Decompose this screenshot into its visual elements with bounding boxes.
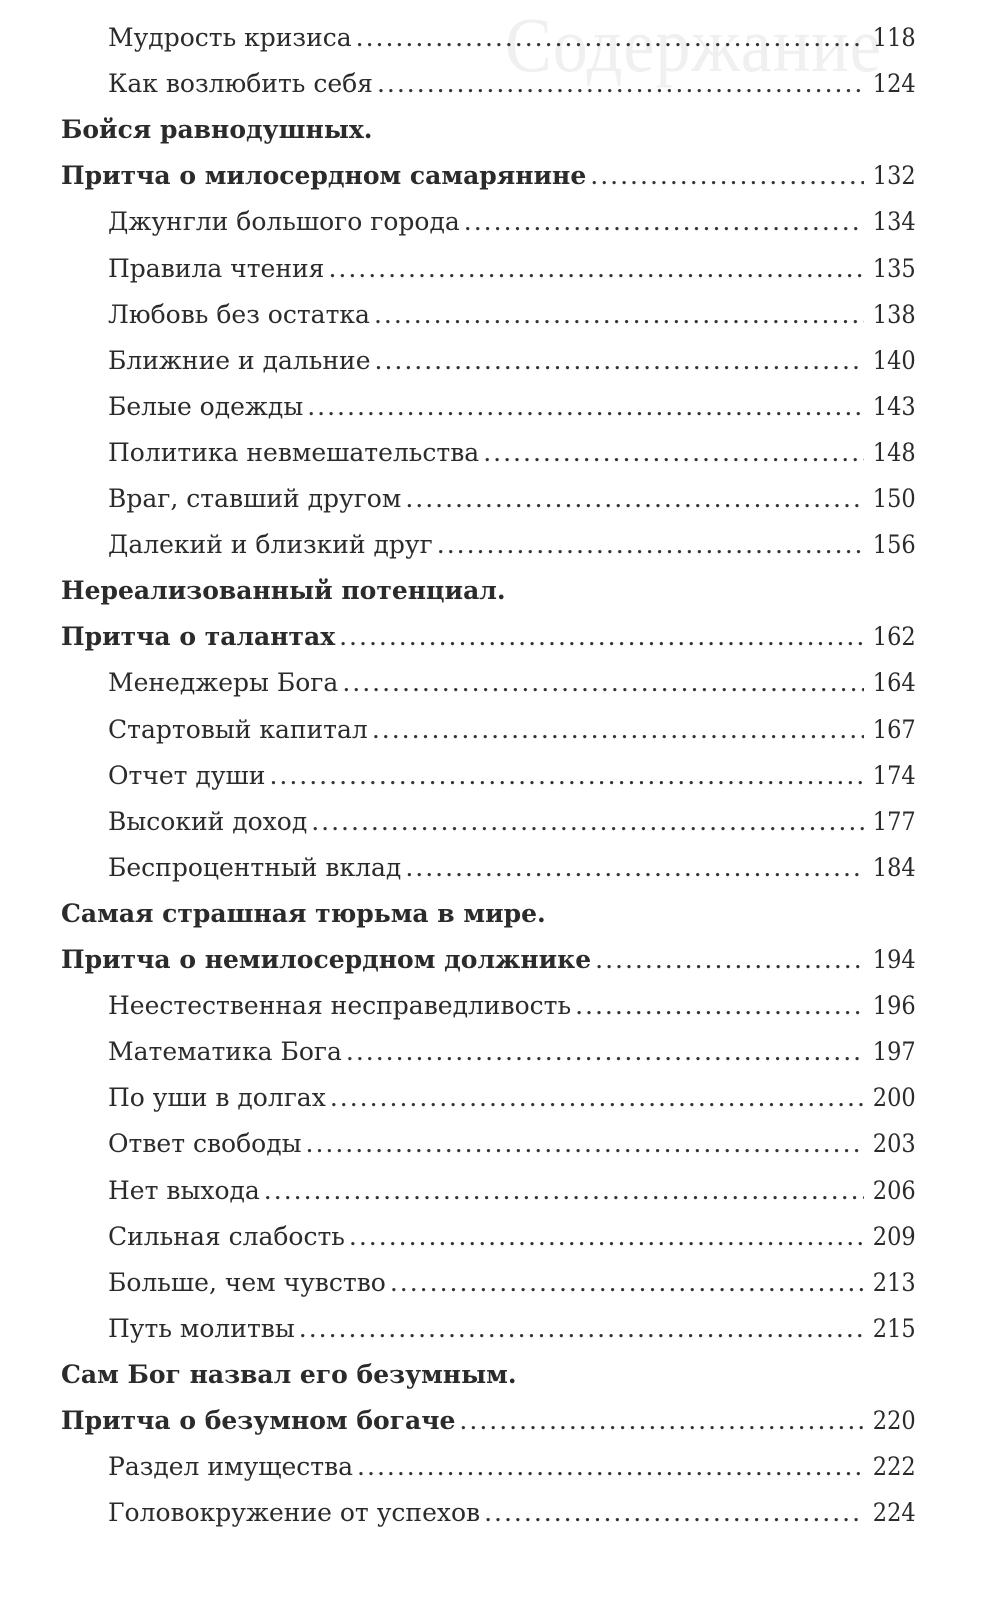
dot-leader	[307, 387, 864, 427]
entry-title: Как возлюбить себя	[108, 69, 373, 99]
entry-title: Высокий доход	[108, 806, 308, 836]
toc-section-entry	[108, 295, 916, 335]
toc-section-entry	[108, 18, 916, 58]
entry-title: Далекий и близкий друг	[108, 530, 433, 560]
dot-leader	[405, 479, 864, 519]
entry-title: По уши в долгах	[108, 1083, 326, 1113]
toc-chapter-entry	[61, 617, 916, 657]
dot-leader	[459, 1401, 864, 1441]
dot-leader	[405, 848, 864, 888]
dot-leader	[299, 1309, 865, 1349]
entry-title: Головокружение от успехов	[108, 1498, 481, 1528]
page-number: 196	[873, 991, 916, 1021]
toc-section-entry	[108, 1078, 916, 1118]
entry-title: Правила чтения	[108, 253, 325, 283]
toc-chapter-entry	[61, 940, 916, 980]
entry-title: Враг, ставший другом	[108, 484, 402, 513]
entry-title: Больше, чем чувство	[108, 1267, 386, 1297]
toc-section-entry	[108, 64, 916, 104]
toc-section-entry	[108, 387, 916, 427]
page-number: 156	[873, 530, 916, 560]
toc-section-entry	[108, 802, 916, 842]
dot-leader	[374, 295, 864, 335]
dot-leader	[357, 1447, 864, 1487]
dot-leader	[437, 525, 865, 565]
page-number: 135	[873, 253, 916, 283]
page-number: 118	[873, 23, 916, 52]
page-number: 134	[873, 207, 916, 237]
toc-section-entry	[108, 249, 916, 289]
page-number: 132	[873, 161, 916, 191]
dot-leader	[484, 1493, 864, 1533]
entry-title: Любовь без остатка	[108, 299, 370, 329]
entry-title: Белые одежды	[108, 391, 304, 421]
dot-leader	[349, 1217, 864, 1257]
page-number: 213	[873, 1267, 916, 1297]
dot-leader	[375, 341, 865, 381]
dot-leader	[377, 64, 864, 104]
toc-section-entry	[108, 1217, 916, 1257]
dot-leader	[372, 710, 864, 750]
entry-title: Беспроцентный вклад	[108, 852, 402, 882]
dot-leader	[390, 1263, 864, 1303]
dot-leader	[464, 202, 865, 242]
entry-title: Неестественная несправедливость	[108, 991, 572, 1021]
entry-title: Менеджеры Бога	[108, 668, 339, 698]
page-number: 138	[873, 299, 916, 329]
toc-section-entry	[108, 1493, 916, 1533]
page-number: 177	[873, 806, 916, 836]
bleed-through-heading: Содержание	[505, 1, 882, 88]
dot-leader	[269, 756, 864, 796]
toc-section-entry	[108, 1309, 916, 1349]
entry-title: Ответ свободы	[108, 1129, 302, 1159]
page-number: 222	[873, 1452, 916, 1482]
toc-section-entry	[108, 848, 916, 888]
dot-leader	[356, 18, 865, 58]
dot-leader	[339, 617, 864, 657]
entry-title: Джунгли большого города	[108, 207, 460, 237]
entry-title: Нет выхода	[108, 1175, 260, 1205]
dot-leader	[330, 1078, 864, 1118]
toc-section-entry	[108, 1447, 916, 1487]
page-number: 224	[873, 1498, 916, 1528]
entry-title: Притча о немилосердном должнике	[61, 945, 592, 974]
toc-section-entry	[108, 710, 916, 750]
toc-section-entry	[108, 1124, 916, 1164]
page-number: 167	[873, 714, 916, 744]
dot-leader	[328, 249, 864, 289]
toc-chapter-entry	[61, 110, 916, 150]
entry-title: Мудрость кризиса	[108, 23, 352, 52]
page-number: 174	[873, 760, 916, 790]
toc-section-entry	[108, 663, 916, 703]
toc-section-entry	[108, 1171, 916, 1211]
toc-section-entry	[108, 756, 916, 796]
entry-title: Притча о безумном богаче	[61, 1406, 456, 1435]
dot-leader	[575, 986, 864, 1026]
toc-chapter-entry	[61, 156, 916, 196]
toc-chapter-entry	[61, 1355, 916, 1395]
entry-title: Притча о милосердном самарянине	[61, 161, 587, 191]
entry-title: Стартовый капитал	[108, 714, 368, 744]
page-number: 215	[873, 1313, 916, 1343]
page-number: 124	[873, 69, 916, 99]
entry-title: Путь молитвы	[108, 1313, 295, 1343]
entry-title: Притча о талантах	[61, 622, 336, 652]
entry-title: Самая страшная тюрьма в мире.	[61, 898, 546, 928]
toc-section-entry	[108, 341, 916, 381]
page-number: 162	[873, 622, 916, 652]
dot-leader	[311, 802, 864, 842]
toc-chapter-entry	[61, 571, 916, 611]
toc-section-entry	[108, 433, 916, 473]
toc-chapter-entry	[61, 1401, 916, 1441]
entry-title: Ближние и дальние	[108, 345, 371, 375]
toc-section-entry	[108, 1263, 916, 1303]
toc-section-entry	[108, 986, 916, 1026]
entry-title: Сам Бог назвал его безумным.	[61, 1359, 517, 1389]
page-number: 220	[873, 1406, 916, 1435]
dot-leader	[590, 156, 864, 196]
toc-section-entry	[108, 479, 916, 519]
entry-title: Раздел имущества	[108, 1452, 354, 1482]
page-number: 184	[873, 852, 916, 882]
dot-leader	[306, 1124, 865, 1164]
toc-section-entry	[108, 1032, 916, 1072]
page-number: 194	[873, 945, 916, 974]
toc-section-entry	[108, 202, 916, 242]
page-number: 148	[873, 437, 916, 467]
page-number: 143	[873, 391, 916, 421]
page-number: 150	[873, 484, 916, 513]
dot-leader	[264, 1171, 864, 1211]
toc-chapter-entry	[61, 894, 916, 934]
dot-leader	[483, 433, 864, 473]
entry-title: Бойся равнодушных.	[61, 115, 373, 145]
entry-title: Отчет души	[108, 760, 266, 790]
dot-leader	[346, 1032, 864, 1072]
page-number: 200	[873, 1083, 916, 1113]
page-number: 197	[873, 1037, 916, 1067]
page-number: 206	[873, 1175, 916, 1205]
entry-title: Нереализованный потенциал.	[61, 576, 506, 606]
toc-section-entry	[108, 525, 916, 565]
page-number: 209	[873, 1221, 916, 1251]
page-number: 203	[873, 1129, 916, 1159]
dot-leader	[342, 663, 864, 703]
dot-leader	[595, 940, 864, 980]
entry-title: Политика невмешательства	[108, 437, 480, 467]
entry-title: Математика Бога	[108, 1037, 342, 1067]
page-number: 164	[873, 668, 916, 698]
entry-title: Сильная слабость	[108, 1221, 345, 1251]
page-number: 140	[873, 345, 916, 375]
